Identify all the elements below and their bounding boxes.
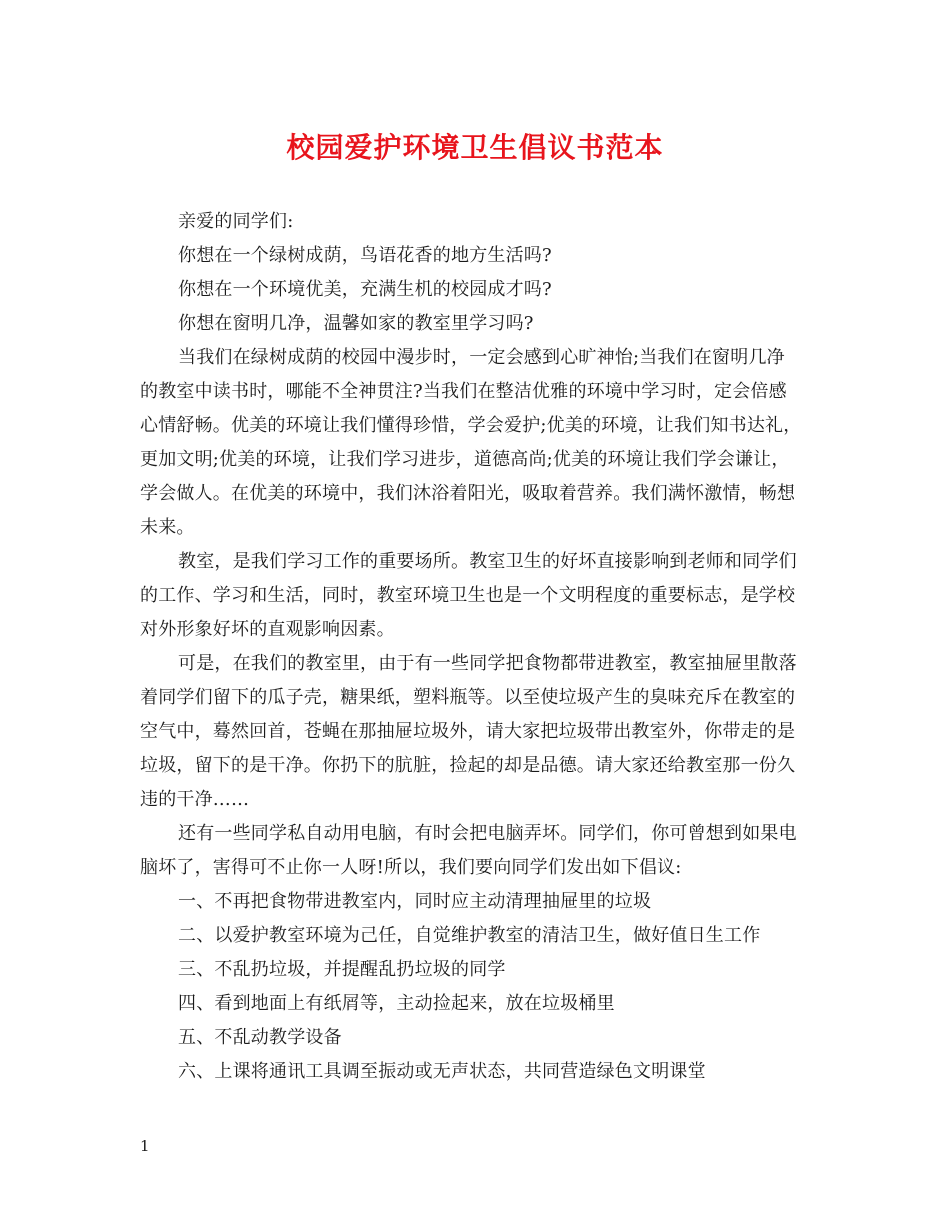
document-body xyxy=(140,205,822,1089)
text-line: 对外形象好坏的直观影响因素。 xyxy=(140,619,395,640)
text-line: 当我们在绿树成荫的校园中漫步时，一定会感到心旷神怡;当我们在窗明几净 xyxy=(178,347,785,368)
text-line: 亲爱的同学们: xyxy=(178,211,294,232)
text-line: 脑坏了，害得可不止你一人呀!所以，我们要向同学们发出如下倡议: xyxy=(140,857,682,878)
text-line: 三、不乱扔垃圾，并提醒乱扔垃圾的同学 xyxy=(178,959,506,980)
text-line: 更加文明;优美的环境，让我们学习进步，道德高尚;优美的环境让我们学会谦让， xyxy=(140,449,790,470)
page-number: 1 xyxy=(140,1137,150,1155)
text-line: 你想在窗明几净，温馨如家的教室里学习吗? xyxy=(178,313,534,334)
text-line: 的教室中读书时，哪能不全神贯注?当我们在整洁优雅的环境中学习时，定会倍感 xyxy=(140,381,787,402)
text-line: 六、上课将通讯工具调至振动或无声状态，共同营造绿色文明课堂 xyxy=(178,1061,706,1082)
text-line: 心情舒畅。优美的环境让我们懂得珍惜，学会爱护;优美的环境，让我们知书达礼， xyxy=(140,415,802,436)
text-line: 空气中，蓦然回首，苍蝇在那抽屉垃圾外，请大家把垃圾带出教室外，你带走的是 xyxy=(140,721,796,742)
text-line: 你想在一个环境优美，充满生机的校园成才吗? xyxy=(178,279,552,300)
text-line: 五、不乱动教学设备 xyxy=(178,1027,342,1048)
text-line: 垃圾，留下的是干净。你扔下的肮脏，捡起的却是品德。请大家还给教室那一份久 xyxy=(140,755,796,776)
text-line: 一、不再把食物带进教室内，同时应主动清理抽屉里的垃圾 xyxy=(178,891,652,912)
text-line: 学会做人。在优美的环境中，我们沐浴着阳光，吸取着营养。我们满怀激情，畅想 xyxy=(140,483,796,504)
text-line: 教室，是我们学习工作的重要场所。教室卫生的好坏直接影响到老师和同学们 xyxy=(178,551,797,572)
text-line: 违的干净…… xyxy=(140,789,250,810)
text-line: 的工作、学习和生活，同时，教室环境卫生也是一个文明程度的重要标志，是学校 xyxy=(140,585,796,606)
document-title: 校园爱护环境卫生倡议书范本 xyxy=(286,131,664,164)
text-line: 你想在一个绿树成荫，鸟语花香的地方生活吗? xyxy=(178,245,552,266)
text-line: 二、以爱护教室环境为己任，自觉维护教室的清洁卫生，做好值日生工作 xyxy=(178,925,761,946)
text-line: 还有一些同学私自动用电脑，有时会把电脑弄坏。同学们，你可曾想到如果电 xyxy=(178,823,797,844)
text-line: 四、看到地面上有纸屑等，主动捡起来，放在垃圾桶里 xyxy=(178,993,615,1014)
text-line: 着同学们留下的瓜子壳，糖果纸，塑料瓶等。以至使垃圾产生的臭味充斥在教室的 xyxy=(140,687,796,708)
text-line: 可是，在我们的教室里，由于有一些同学把食物都带进教室，教室抽屉里散落 xyxy=(178,653,797,674)
text-line: 未来。 xyxy=(140,517,195,538)
